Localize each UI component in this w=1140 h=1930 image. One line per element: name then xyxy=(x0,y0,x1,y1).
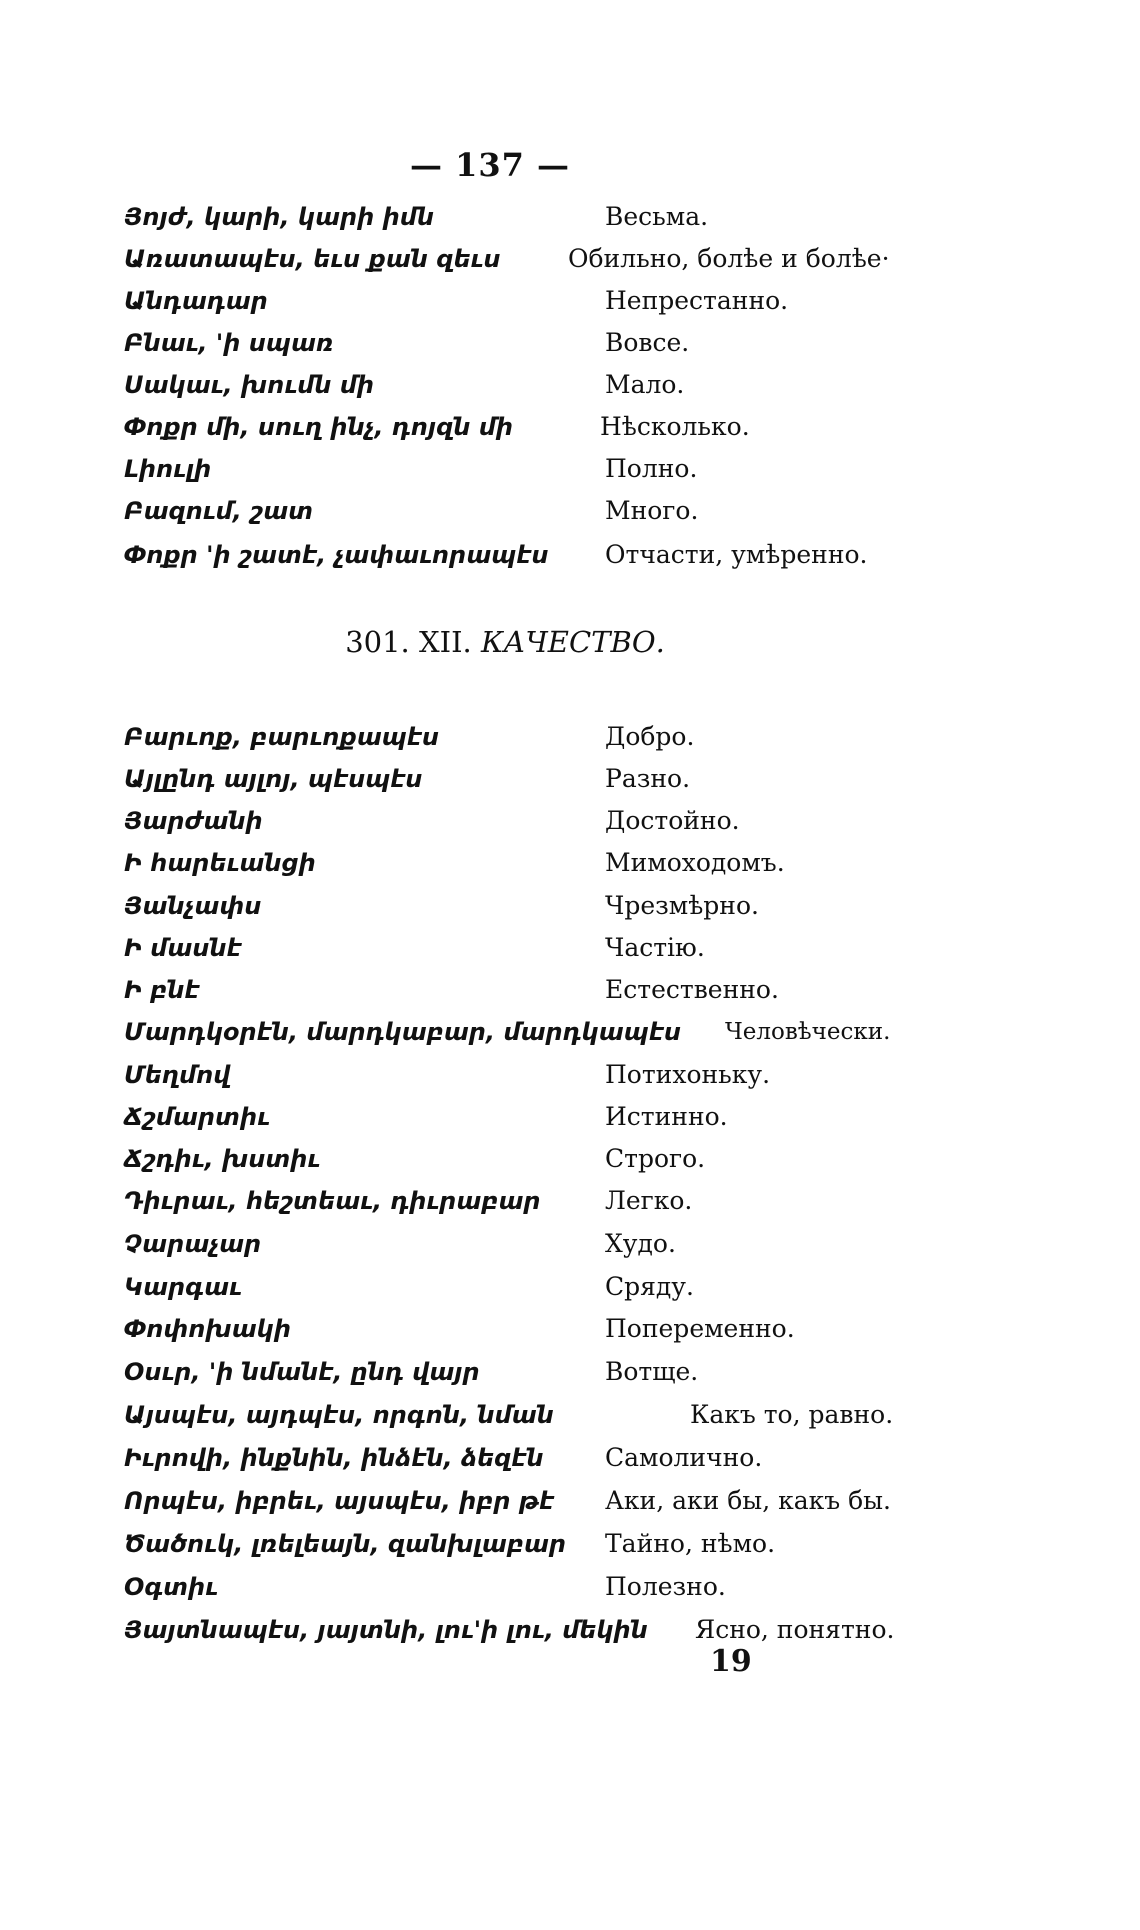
armenian-term: Օսւր, 'ի նմանէ, ընդ վայր xyxy=(124,1358,480,1386)
armenian-term: Այսպէս, այդպէս, որգոն, նման xyxy=(124,1401,554,1429)
russian-term: Чрезмѣрно. xyxy=(605,891,759,920)
list-item xyxy=(0,758,1140,800)
list-item xyxy=(0,1266,1140,1308)
russian-term: Непрестанно. xyxy=(605,286,789,315)
russian-term: Тайно, нѣмо. xyxy=(605,1529,776,1558)
armenian-term: Փոքր 'ի շատէ, չափաւորապէս xyxy=(124,541,549,569)
armenian-term: Բարւոք, բարւոքապէս xyxy=(124,723,439,751)
russian-term: Обильно, болѣе и болѣе· xyxy=(568,244,890,273)
russian-term: Худо. xyxy=(605,1229,676,1258)
russian-term: Добро. xyxy=(605,722,695,751)
list-item xyxy=(0,1011,1140,1053)
section-number: 301. XII. xyxy=(345,625,472,659)
armenian-term: Ի մասնէ xyxy=(124,934,242,962)
russian-term: Сряду. xyxy=(605,1272,694,1301)
list-item xyxy=(0,534,1140,576)
armenian-term: Յոյժ, կարի, կարի իմն xyxy=(124,203,435,231)
section-title: КАЧЕСТВО. xyxy=(480,625,665,659)
russian-term: Полно. xyxy=(605,454,698,483)
list-item xyxy=(0,800,1140,842)
list-item xyxy=(0,842,1140,884)
russian-term: Аки, аки бы, какъ бы. xyxy=(605,1486,891,1515)
russian-term: Весьма. xyxy=(605,202,709,231)
russian-term: Истинно. xyxy=(605,1102,728,1131)
russian-term: Мало. xyxy=(605,370,685,399)
russian-term: Вовсе. xyxy=(605,328,690,357)
armenian-term: Կարգաւ xyxy=(124,1273,242,1301)
armenian-term: Ի բնէ xyxy=(124,976,200,1004)
list-item xyxy=(0,1394,1140,1436)
section-heading xyxy=(0,622,1010,662)
russian-term: Естественно. xyxy=(605,975,779,1004)
list-item xyxy=(0,322,1140,364)
list-item xyxy=(0,238,1140,280)
list-item xyxy=(0,448,1140,490)
list-item xyxy=(0,1437,1140,1479)
list-item xyxy=(0,1223,1140,1265)
list-item xyxy=(0,490,1140,532)
list-item xyxy=(0,1308,1140,1350)
signature-mark: 19 xyxy=(710,1644,752,1679)
russian-term: Разно. xyxy=(605,764,691,793)
russian-term: Человѣчески. xyxy=(725,1019,891,1045)
armenian-term: Դիւրաւ, հեշտեաւ, դիւրաբար xyxy=(124,1187,541,1215)
armenian-term: Փոփոխակի xyxy=(124,1315,291,1343)
armenian-term: Մարդկօրէն, մարդկաբար, մարդկապէս xyxy=(124,1018,681,1046)
armenian-term: Իւրովի, ինքնին, ինձէն, ձեզէն xyxy=(124,1444,544,1472)
russian-term: Ясно, понятно. xyxy=(695,1615,895,1644)
armenian-term: Յայտնապէս, յայտնի, լու'ի լու, մեկին xyxy=(124,1616,648,1644)
page-number: — 137 — xyxy=(409,146,571,184)
list-item xyxy=(0,1138,1140,1180)
list-item xyxy=(0,1523,1140,1565)
list-item xyxy=(0,1054,1140,1096)
russian-term: Вотще. xyxy=(605,1357,699,1386)
russian-term: Мимоходомъ. xyxy=(605,848,785,877)
russian-term: Отчасти, умѣренно. xyxy=(605,540,868,569)
russian-term: Легко. xyxy=(605,1186,693,1215)
armenian-term: Այլընդ այլոյ, պէսպէս xyxy=(124,765,423,793)
list-item xyxy=(0,1480,1140,1522)
russian-term: Достойно. xyxy=(605,806,740,835)
armenian-term: Առատապէս, եւս քան զեւս xyxy=(124,245,501,273)
list-item xyxy=(0,1566,1140,1608)
russian-term: Самолично. xyxy=(605,1443,763,1472)
list-item xyxy=(0,1609,1140,1651)
armenian-term: Ի հարեւանցի xyxy=(124,849,316,877)
russian-term: Какъ то, равно. xyxy=(690,1400,894,1429)
armenian-term: Բազում, շատ xyxy=(124,497,314,525)
armenian-term: Ճշմարտիւ xyxy=(124,1103,270,1131)
list-item xyxy=(0,1180,1140,1222)
armenian-term: Որպէս, իբրեւ, այսպէս, իբր թէ xyxy=(124,1487,555,1515)
armenian-term: Չարաչար xyxy=(124,1230,262,1258)
armenian-term: Օգտիւ xyxy=(124,1573,218,1601)
russian-term: Попеременно. xyxy=(605,1314,795,1343)
list-item xyxy=(0,196,1140,238)
armenian-term: Բնաւ, 'ի սպառ xyxy=(124,329,334,357)
russian-term: Нѣсколько. xyxy=(600,412,750,441)
list-item xyxy=(0,1096,1140,1138)
russian-term: Полезно. xyxy=(605,1572,726,1601)
armenian-term: Յարժանի xyxy=(124,807,263,835)
armenian-term: Ծածուկ, լռելեայն, զանխլաբար xyxy=(124,1530,567,1558)
armenian-term: Ճշդիւ, խստիւ xyxy=(124,1145,321,1173)
armenian-term: Փոքր մի, սուղ ինչ, դոյզն մի xyxy=(124,413,514,441)
russian-term: Много. xyxy=(605,496,699,525)
armenian-term: Անդադար xyxy=(124,287,268,315)
list-item xyxy=(0,885,1140,927)
russian-term: Частію. xyxy=(605,933,705,962)
russian-term: Потихоньку. xyxy=(605,1060,771,1089)
russian-term: Строго. xyxy=(605,1144,706,1173)
list-item xyxy=(0,364,1140,406)
armenian-term: Լիուլի xyxy=(124,455,212,483)
list-item xyxy=(0,406,1140,448)
list-item xyxy=(0,280,1140,322)
list-item xyxy=(0,969,1140,1011)
list-item xyxy=(0,1351,1140,1393)
armenian-term: Մեղմով xyxy=(124,1061,231,1089)
list-item xyxy=(0,716,1140,758)
armenian-term: Յանչափս xyxy=(124,892,262,920)
armenian-term: Սակաւ, խումն մի xyxy=(124,371,374,399)
list-item xyxy=(0,927,1140,969)
